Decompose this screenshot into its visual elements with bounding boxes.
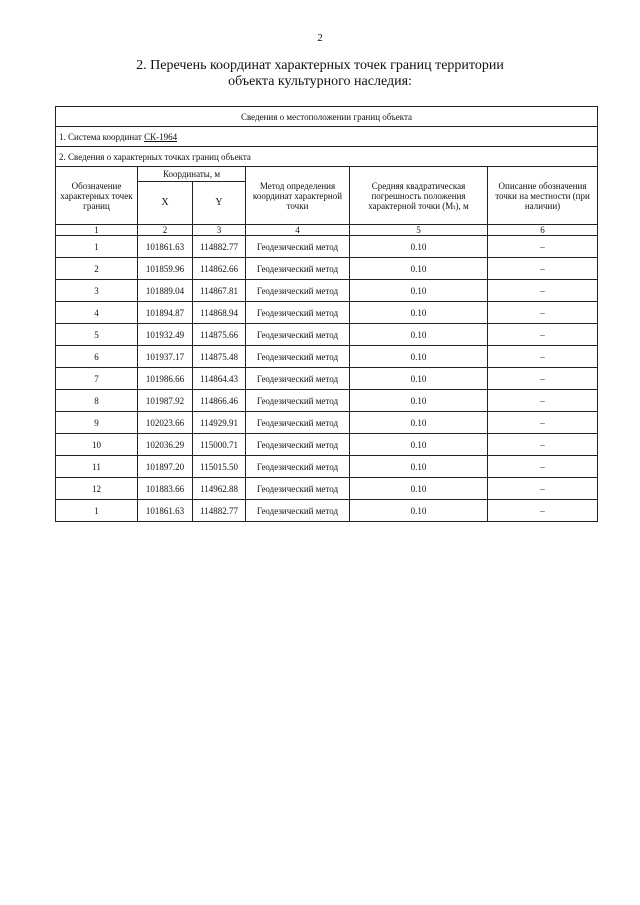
coord-x: 102023.66 <box>138 412 193 434</box>
point-id: 6 <box>56 346 138 368</box>
coord-y: 114862.66 <box>193 258 246 280</box>
description-cell: – <box>488 478 598 500</box>
coord-y: 114867.81 <box>193 280 246 302</box>
point-id: 1 <box>56 500 138 522</box>
header-x: X <box>138 182 193 225</box>
description-cell: – <box>488 302 598 324</box>
point-id: 9 <box>56 412 138 434</box>
header-coordinates: Координаты, м <box>138 167 246 182</box>
column-number: 4 <box>246 225 350 236</box>
error-cell: 0.10 <box>350 302 488 324</box>
coord-y: 114882.77 <box>193 500 246 522</box>
coord-y: 115015.50 <box>193 456 246 478</box>
method-cell: Геодезический метод <box>246 368 350 390</box>
coord-x: 101894.87 <box>138 302 193 324</box>
document-title <box>90 58 550 90</box>
description-cell: – <box>488 390 598 412</box>
coord-x: 101932.49 <box>138 324 193 346</box>
description-cell: – <box>488 412 598 434</box>
table-row <box>56 456 598 478</box>
method-cell: Геодезический метод <box>246 258 350 280</box>
description-cell: – <box>488 368 598 390</box>
points-caption: 2. Сведения о характерных точках границ объекта <box>56 147 598 167</box>
column-number: 3 <box>193 225 246 236</box>
point-id: 2 <box>56 258 138 280</box>
table-row <box>56 258 598 280</box>
method-cell: Геодезический метод <box>246 412 350 434</box>
coord-y: 114929.91 <box>193 412 246 434</box>
coord-y: 114866.46 <box>193 390 246 412</box>
error-cell: 0.10 <box>350 236 488 258</box>
header-method: Метод определения координат характерной точки <box>246 167 350 225</box>
error-cell: 0.10 <box>350 368 488 390</box>
method-cell: Геодезический метод <box>246 280 350 302</box>
coord-x: 101889.04 <box>138 280 193 302</box>
point-id: 1 <box>56 236 138 258</box>
error-cell: 0.10 <box>350 324 488 346</box>
error-cell: 0.10 <box>350 412 488 434</box>
page-number: 2 <box>317 32 323 44</box>
coord-y: 114875.66 <box>193 324 246 346</box>
table-row <box>56 478 598 500</box>
coord-y: 114875.48 <box>193 346 246 368</box>
method-cell: Геодезический метод <box>246 302 350 324</box>
method-cell: Геодезический метод <box>246 478 350 500</box>
table-row <box>56 390 598 412</box>
error-cell: 0.10 <box>350 280 488 302</box>
method-cell: Геодезический метод <box>246 236 350 258</box>
title-line-1: 2. Перечень координат характерных точек границ территории <box>136 58 504 73</box>
point-id: 10 <box>56 434 138 456</box>
table-row <box>56 500 598 522</box>
coordinates-table <box>55 106 598 522</box>
point-id: 12 <box>56 478 138 500</box>
description-cell: – <box>488 346 598 368</box>
table-row <box>56 368 598 390</box>
coord-y: 114868.94 <box>193 302 246 324</box>
header-description: Описание обозначения точки на местности (при наличии) <box>488 167 598 225</box>
description-cell: – <box>488 324 598 346</box>
error-cell: 0.10 <box>350 346 488 368</box>
point-id: 4 <box>56 302 138 324</box>
table-row <box>56 346 598 368</box>
header-y: Y <box>193 182 246 225</box>
header-designation: Обозначение характерных точек границ <box>56 167 138 225</box>
error-cell: 0.10 <box>350 478 488 500</box>
table-row <box>56 324 598 346</box>
point-id: 11 <box>56 456 138 478</box>
title-line-2: объекта культурного наследия: <box>228 74 412 89</box>
column-numbers-row <box>56 225 598 236</box>
coord-x: 101861.63 <box>138 500 193 522</box>
coord-y: 114962.88 <box>193 478 246 500</box>
table-row <box>56 434 598 456</box>
description-cell: – <box>488 434 598 456</box>
table-row <box>56 412 598 434</box>
point-id: 3 <box>56 280 138 302</box>
point-id: 7 <box>56 368 138 390</box>
table-caption: Сведения о местоположении границ объекта <box>56 107 598 127</box>
coord-x: 101987.92 <box>138 390 193 412</box>
coord-x: 101897.20 <box>138 456 193 478</box>
method-cell: Геодезический метод <box>246 434 350 456</box>
method-cell: Геодезический метод <box>246 500 350 522</box>
description-cell: – <box>488 258 598 280</box>
description-cell: – <box>488 500 598 522</box>
column-number: 1 <box>56 225 138 236</box>
coordinate-system-row <box>56 127 598 147</box>
method-cell: Геодезический метод <box>246 390 350 412</box>
method-cell: Геодезический метод <box>246 346 350 368</box>
coord-x: 101986.66 <box>138 368 193 390</box>
description-cell: – <box>488 236 598 258</box>
column-number: 2 <box>138 225 193 236</box>
coord-x: 102036.29 <box>138 434 193 456</box>
table-row <box>56 236 598 258</box>
description-cell: – <box>488 456 598 478</box>
coordinate-system-value: СК-1964 <box>144 131 178 142</box>
header-error: Средняя квадратическая погрешность положения характерной точки (Mₜ), м <box>350 167 488 225</box>
error-cell: 0.10 <box>350 500 488 522</box>
point-id: 8 <box>56 390 138 412</box>
coord-x: 101859.96 <box>138 258 193 280</box>
coord-y: 114864.43 <box>193 368 246 390</box>
coord-y: 114882.77 <box>193 236 246 258</box>
error-cell: 0.10 <box>350 456 488 478</box>
coordinate-system-label: 1. Система координат <box>59 131 145 142</box>
coord-y: 115000.71 <box>193 434 246 456</box>
coord-x: 101937.17 <box>138 346 193 368</box>
point-id: 5 <box>56 324 138 346</box>
column-number: 5 <box>350 225 488 236</box>
table-row <box>56 280 598 302</box>
column-number: 6 <box>488 225 598 236</box>
coord-x: 101861.63 <box>138 236 193 258</box>
error-cell: 0.10 <box>350 390 488 412</box>
coord-x: 101883.66 <box>138 478 193 500</box>
error-cell: 0.10 <box>350 434 488 456</box>
error-cell: 0.10 <box>350 258 488 280</box>
table-row <box>56 302 598 324</box>
description-cell: – <box>488 280 598 302</box>
method-cell: Геодезический метод <box>246 456 350 478</box>
method-cell: Геодезический метод <box>246 324 350 346</box>
